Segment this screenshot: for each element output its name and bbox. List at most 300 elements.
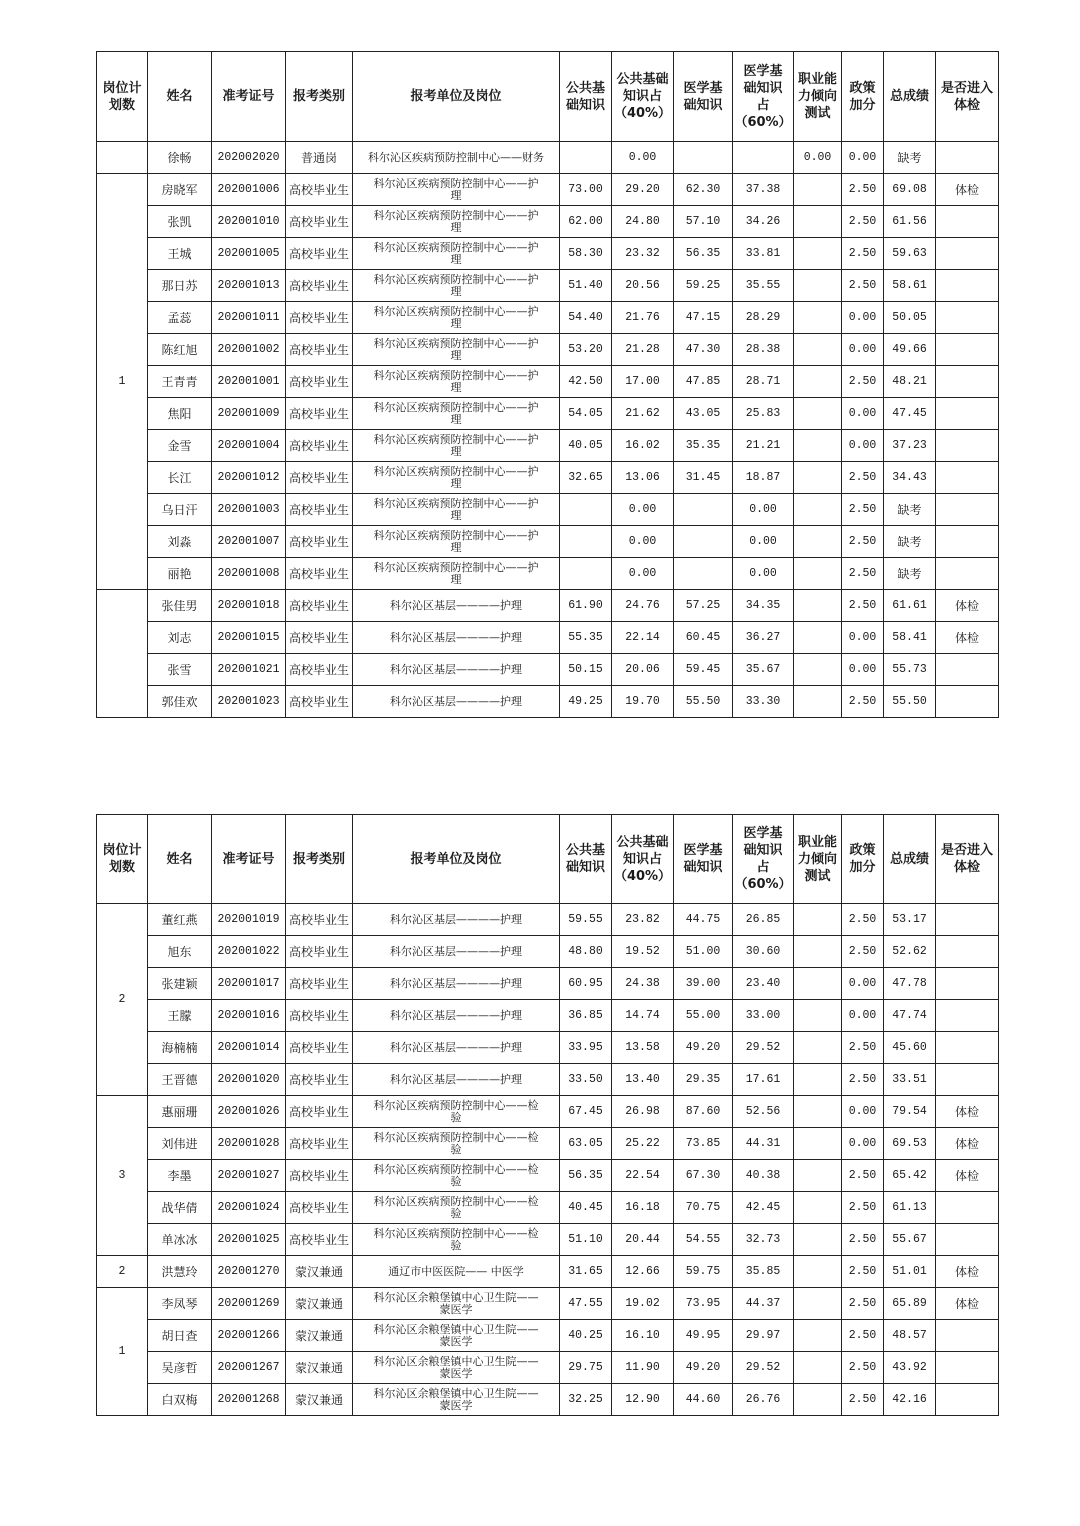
column-header: 报考单位及岗位: [353, 52, 560, 142]
career-aptitude-score: [794, 1256, 842, 1288]
medical-knowledge-60pct: 33.00: [733, 1000, 794, 1032]
public-knowledge-score: 67.45: [560, 1096, 612, 1128]
table-row: [97, 430, 999, 462]
column-header: 报考类别: [286, 52, 353, 142]
application-category: 蒙汉兼通: [286, 1320, 353, 1352]
total-score: 42.16: [884, 1384, 936, 1416]
unit-and-position: 科尔沁区余粮堡镇中心卫生院—— 蒙医学: [353, 1288, 560, 1320]
total-score: 69.08: [884, 174, 936, 206]
unit-and-position: 科尔沁区余粮堡镇中心卫生院—— 蒙医学: [353, 1320, 560, 1352]
table-row: [97, 1192, 999, 1224]
candidate-name: 李凤琴: [148, 1288, 212, 1320]
medical-knowledge-score: 49.95: [674, 1320, 733, 1352]
career-aptitude-score: 0.00: [794, 142, 842, 174]
exam-number: 202001267: [212, 1352, 286, 1384]
total-score: 69.53: [884, 1128, 936, 1160]
medical-knowledge-60pct: 0.00: [733, 558, 794, 590]
physical-exam-status: [936, 1320, 999, 1352]
medical-knowledge-60pct: 29.52: [733, 1352, 794, 1384]
unit-and-position: 科尔沁区疾病预防控制中心——护 理: [353, 206, 560, 238]
medical-knowledge-60pct: 35.67: [733, 654, 794, 686]
exam-number: 202001021: [212, 654, 286, 686]
medical-knowledge-60pct: 21.21: [733, 430, 794, 462]
public-knowledge-score: 53.20: [560, 334, 612, 366]
column-header: 医学基 础知识 占 （60%）: [733, 52, 794, 142]
plan-count-cell: 2: [97, 904, 148, 1096]
public-knowledge-40pct: 21.28: [612, 334, 674, 366]
physical-exam-status: 体检: [936, 1256, 999, 1288]
unit-and-position: 科尔沁区疾病预防控制中心——护 理: [353, 174, 560, 206]
career-aptitude-score: [794, 1096, 842, 1128]
application-category: 高校毕业生: [286, 686, 353, 718]
public-knowledge-40pct: 19.02: [612, 1288, 674, 1320]
table-row: [97, 462, 999, 494]
column-header: 准考证号: [212, 815, 286, 904]
policy-bonus: 2.50: [842, 174, 884, 206]
table-row: [97, 1160, 999, 1192]
unit-and-position: 科尔沁区余粮堡镇中心卫生院—— 蒙医学: [353, 1352, 560, 1384]
unit-and-position: 科尔沁区疾病预防控制中心——检 验: [353, 1128, 560, 1160]
physical-exam-status: [936, 686, 999, 718]
policy-bonus: 0.00: [842, 622, 884, 654]
public-knowledge-score: 55.35: [560, 622, 612, 654]
unit-and-position: 科尔沁区疾病预防控制中心——检 验: [353, 1160, 560, 1192]
score-table-1: [96, 51, 999, 718]
table-row: [97, 238, 999, 270]
candidate-name: 孟蕊: [148, 302, 212, 334]
public-knowledge-40pct: 20.44: [612, 1224, 674, 1256]
medical-knowledge-score: 62.30: [674, 174, 733, 206]
policy-bonus: 2.50: [842, 1320, 884, 1352]
physical-exam-status: [936, 302, 999, 334]
medical-knowledge-score: 59.75: [674, 1256, 733, 1288]
exam-number: 202001020: [212, 1064, 286, 1096]
medical-knowledge-60pct: 35.85: [733, 1256, 794, 1288]
table-row: [97, 302, 999, 334]
medical-knowledge-60pct: 36.27: [733, 622, 794, 654]
column-header: 岗位计 划数: [97, 815, 148, 904]
exam-number: 202002020: [212, 142, 286, 174]
career-aptitude-score: [794, 1160, 842, 1192]
public-knowledge-score: 63.05: [560, 1128, 612, 1160]
physical-exam-status: [936, 238, 999, 270]
career-aptitude-score: [794, 430, 842, 462]
application-category: 高校毕业生: [286, 174, 353, 206]
physical-exam-status: [936, 1064, 999, 1096]
table-row: [97, 398, 999, 430]
career-aptitude-score: [794, 590, 842, 622]
career-aptitude-score: [794, 968, 842, 1000]
policy-bonus: 0.00: [842, 398, 884, 430]
table-row: [97, 1384, 999, 1416]
public-knowledge-40pct: 24.76: [612, 590, 674, 622]
physical-exam-status: 体检: [936, 1128, 999, 1160]
medical-knowledge-60pct: [733, 142, 794, 174]
column-header: 公共基础 知识占 （40%）: [612, 815, 674, 904]
public-knowledge-40pct: 0.00: [612, 142, 674, 174]
policy-bonus: 2.50: [842, 462, 884, 494]
table-row: [97, 334, 999, 366]
exam-number: 202001270: [212, 1256, 286, 1288]
total-score: 45.60: [884, 1032, 936, 1064]
table-row: [97, 1064, 999, 1096]
physical-exam-status: [936, 1192, 999, 1224]
medical-knowledge-score: 59.45: [674, 654, 733, 686]
career-aptitude-score: [794, 1352, 842, 1384]
medical-knowledge-score: 87.60: [674, 1096, 733, 1128]
medical-knowledge-score: 35.35: [674, 430, 733, 462]
career-aptitude-score: [794, 206, 842, 238]
unit-and-position: 科尔沁区基层————护理: [353, 1032, 560, 1064]
career-aptitude-score: [794, 334, 842, 366]
table-row: [97, 1224, 999, 1256]
public-knowledge-40pct: 22.14: [612, 622, 674, 654]
exam-number: 202001024: [212, 1192, 286, 1224]
score-table-2: [96, 814, 999, 1416]
column-header: 报考类别: [286, 815, 353, 904]
public-knowledge-score: [560, 526, 612, 558]
medical-knowledge-score: 60.45: [674, 622, 733, 654]
column-header: 医学基 础知识: [674, 52, 733, 142]
public-knowledge-40pct: 24.80: [612, 206, 674, 238]
career-aptitude-score: [794, 270, 842, 302]
total-score: 缺考: [884, 526, 936, 558]
column-header: 姓名: [148, 815, 212, 904]
exam-number: 202001004: [212, 430, 286, 462]
header-row: [97, 815, 999, 904]
candidate-name: 董红燕: [148, 904, 212, 936]
career-aptitude-score: [794, 366, 842, 398]
candidate-name: 长江: [148, 462, 212, 494]
career-aptitude-score: [794, 398, 842, 430]
career-aptitude-score: [794, 1064, 842, 1096]
public-knowledge-40pct: 23.82: [612, 904, 674, 936]
physical-exam-status: [936, 968, 999, 1000]
medical-knowledge-60pct: 32.73: [733, 1224, 794, 1256]
application-category: 高校毕业生: [286, 398, 353, 430]
career-aptitude-score: [794, 1032, 842, 1064]
total-score: 58.41: [884, 622, 936, 654]
medical-knowledge-60pct: 25.83: [733, 398, 794, 430]
policy-bonus: 2.50: [842, 238, 884, 270]
candidate-name: 刘淼: [148, 526, 212, 558]
exam-number: 202001269: [212, 1288, 286, 1320]
exam-number: 202001025: [212, 1224, 286, 1256]
total-score: 55.67: [884, 1224, 936, 1256]
table-row: [97, 494, 999, 526]
column-header: 政策 加分: [842, 52, 884, 142]
application-category: 高校毕业生: [286, 1128, 353, 1160]
candidate-name: 刘伟进: [148, 1128, 212, 1160]
application-category: 高校毕业生: [286, 1032, 353, 1064]
policy-bonus: 2.50: [842, 366, 884, 398]
public-knowledge-40pct: 21.62: [612, 398, 674, 430]
medical-knowledge-score: 49.20: [674, 1032, 733, 1064]
exam-number: 202001002: [212, 334, 286, 366]
public-knowledge-40pct: 11.90: [612, 1352, 674, 1384]
column-header: 公共基 础知识: [560, 815, 612, 904]
physical-exam-status: [936, 270, 999, 302]
total-score: 缺考: [884, 494, 936, 526]
medical-knowledge-score: 47.15: [674, 302, 733, 334]
policy-bonus: 2.50: [842, 1352, 884, 1384]
candidate-name: 胡日查: [148, 1320, 212, 1352]
medical-knowledge-score: 73.95: [674, 1288, 733, 1320]
total-score: 47.45: [884, 398, 936, 430]
application-category: 高校毕业生: [286, 334, 353, 366]
career-aptitude-score: [794, 1384, 842, 1416]
medical-knowledge-score: 55.50: [674, 686, 733, 718]
application-category: 高校毕业生: [286, 558, 353, 590]
policy-bonus: 0.00: [842, 430, 884, 462]
candidate-name: 海楠楠: [148, 1032, 212, 1064]
column-header: 医学基 础知识 占 （60%）: [733, 815, 794, 904]
public-knowledge-score: 31.65: [560, 1256, 612, 1288]
career-aptitude-score: [794, 1000, 842, 1032]
total-score: 59.63: [884, 238, 936, 270]
plan-count-cell: [97, 142, 148, 174]
candidate-name: 张雪: [148, 654, 212, 686]
column-header: 公共基础 知识占 （40%）: [612, 52, 674, 142]
career-aptitude-score: [794, 558, 842, 590]
public-knowledge-40pct: 19.52: [612, 936, 674, 968]
unit-and-position: 科尔沁区基层————护理: [353, 590, 560, 622]
candidate-name: 郭佳欢: [148, 686, 212, 718]
physical-exam-status: [936, 366, 999, 398]
public-knowledge-score: 40.45: [560, 1192, 612, 1224]
public-knowledge-40pct: 14.74: [612, 1000, 674, 1032]
medical-knowledge-60pct: 26.76: [733, 1384, 794, 1416]
unit-and-position: 科尔沁区基层————护理: [353, 1000, 560, 1032]
career-aptitude-score: [794, 302, 842, 334]
total-score: 37.23: [884, 430, 936, 462]
medical-knowledge-score: 43.05: [674, 398, 733, 430]
table-row: [97, 270, 999, 302]
public-knowledge-40pct: 25.22: [612, 1128, 674, 1160]
medical-knowledge-60pct: 33.81: [733, 238, 794, 270]
physical-exam-status: [936, 936, 999, 968]
total-score: 55.73: [884, 654, 936, 686]
medical-knowledge-score: 39.00: [674, 968, 733, 1000]
public-knowledge-score: 47.55: [560, 1288, 612, 1320]
public-knowledge-score: 50.15: [560, 654, 612, 686]
public-knowledge-score: 49.25: [560, 686, 612, 718]
medical-knowledge-60pct: 44.31: [733, 1128, 794, 1160]
column-header: 职业能 力倾向 测试: [794, 815, 842, 904]
public-knowledge-score: 40.25: [560, 1320, 612, 1352]
candidate-name: 王晋德: [148, 1064, 212, 1096]
exam-number: 202001010: [212, 206, 286, 238]
public-knowledge-score: 54.40: [560, 302, 612, 334]
candidate-name: 乌日汗: [148, 494, 212, 526]
candidate-name: 吴彦哲: [148, 1352, 212, 1384]
candidate-name: 陈红旭: [148, 334, 212, 366]
public-knowledge-40pct: 16.02: [612, 430, 674, 462]
public-knowledge-score: 48.80: [560, 936, 612, 968]
candidate-name: 战华倩: [148, 1192, 212, 1224]
physical-exam-status: [936, 494, 999, 526]
unit-and-position: 科尔沁区疾病预防控制中心——检 验: [353, 1096, 560, 1128]
header-row: [97, 52, 999, 142]
column-header: 总成绩: [884, 52, 936, 142]
public-knowledge-40pct: 22.54: [612, 1160, 674, 1192]
unit-and-position: 科尔沁区疾病预防控制中心——护 理: [353, 558, 560, 590]
column-header: 医学基 础知识: [674, 815, 733, 904]
physical-exam-status: 体检: [936, 590, 999, 622]
total-score: 49.66: [884, 334, 936, 366]
candidate-name: 洪慧玲: [148, 1256, 212, 1288]
unit-and-position: 科尔沁区基层————护理: [353, 968, 560, 1000]
table-row: [97, 1288, 999, 1320]
policy-bonus: 2.50: [842, 526, 884, 558]
medical-knowledge-score: [674, 558, 733, 590]
exam-number: 202001012: [212, 462, 286, 494]
physical-exam-status: [936, 430, 999, 462]
unit-and-position: 科尔沁区疾病预防控制中心——检 验: [353, 1192, 560, 1224]
application-category: 蒙汉兼通: [286, 1352, 353, 1384]
public-knowledge-score: 33.50: [560, 1064, 612, 1096]
candidate-name: 张建颖: [148, 968, 212, 1000]
medical-knowledge-score: 29.35: [674, 1064, 733, 1096]
table-row: [97, 1256, 999, 1288]
physical-exam-status: [936, 142, 999, 174]
career-aptitude-score: [794, 462, 842, 494]
table-row: [97, 1320, 999, 1352]
plan-count-cell: 1: [97, 1288, 148, 1416]
unit-and-position: 科尔沁区基层————护理: [353, 936, 560, 968]
column-header: 是否进入 体检: [936, 52, 999, 142]
unit-and-position: 科尔沁区疾病预防控制中心——护 理: [353, 366, 560, 398]
physical-exam-status: 体检: [936, 174, 999, 206]
column-header: 公共基 础知识: [560, 52, 612, 142]
candidate-name: 旭东: [148, 936, 212, 968]
total-score: 缺考: [884, 558, 936, 590]
career-aptitude-score: [794, 686, 842, 718]
public-knowledge-score: 61.90: [560, 590, 612, 622]
public-knowledge-score: 51.10: [560, 1224, 612, 1256]
medical-knowledge-score: 44.60: [674, 1384, 733, 1416]
application-category: 高校毕业生: [286, 1224, 353, 1256]
exam-number: 202001005: [212, 238, 286, 270]
physical-exam-status: [936, 398, 999, 430]
table-row: [97, 526, 999, 558]
candidate-name: 王青青: [148, 366, 212, 398]
total-score: 79.54: [884, 1096, 936, 1128]
application-category: 高校毕业生: [286, 1160, 353, 1192]
unit-and-position: 科尔沁区疾病预防控制中心——护 理: [353, 526, 560, 558]
career-aptitude-score: [794, 1128, 842, 1160]
medical-knowledge-60pct: 28.71: [733, 366, 794, 398]
total-score: 48.21: [884, 366, 936, 398]
medical-knowledge-60pct: 37.38: [733, 174, 794, 206]
unit-and-position: 科尔沁区疾病预防控制中心——护 理: [353, 430, 560, 462]
plan-count-cell: 2: [97, 1256, 148, 1288]
exam-number: 202001268: [212, 1384, 286, 1416]
total-score: 43.92: [884, 1352, 936, 1384]
public-knowledge-40pct: 20.56: [612, 270, 674, 302]
total-score: 34.43: [884, 462, 936, 494]
total-score: 51.01: [884, 1256, 936, 1288]
candidate-name: 单冰冰: [148, 1224, 212, 1256]
application-category: 高校毕业生: [286, 590, 353, 622]
exam-number: 202001006: [212, 174, 286, 206]
public-knowledge-score: [560, 494, 612, 526]
public-knowledge-score: 42.50: [560, 366, 612, 398]
policy-bonus: 0.00: [842, 334, 884, 366]
medical-knowledge-60pct: 40.38: [733, 1160, 794, 1192]
column-header: 岗位计 划数: [97, 52, 148, 142]
unit-and-position: 科尔沁区余粮堡镇中心卫生院—— 蒙医学: [353, 1384, 560, 1416]
total-score: 65.42: [884, 1160, 936, 1192]
table-row: [97, 622, 999, 654]
exam-number: 202001028: [212, 1128, 286, 1160]
medical-knowledge-score: [674, 142, 733, 174]
exam-number: 202001019: [212, 904, 286, 936]
medical-knowledge-60pct: 0.00: [733, 494, 794, 526]
candidate-name: 徐畅: [148, 142, 212, 174]
medical-knowledge-score: 47.85: [674, 366, 733, 398]
medical-knowledge-60pct: 29.52: [733, 1032, 794, 1064]
career-aptitude-score: [794, 1192, 842, 1224]
exam-number: 202001027: [212, 1160, 286, 1192]
application-category: 高校毕业生: [286, 968, 353, 1000]
total-score: 61.61: [884, 590, 936, 622]
public-knowledge-score: 62.00: [560, 206, 612, 238]
plan-count-cell: 1: [97, 174, 148, 590]
table-row: [97, 936, 999, 968]
application-category: 高校毕业生: [286, 1000, 353, 1032]
policy-bonus: 0.00: [842, 142, 884, 174]
total-score: 61.13: [884, 1192, 936, 1224]
public-knowledge-score: 33.95: [560, 1032, 612, 1064]
public-knowledge-40pct: 0.00: [612, 558, 674, 590]
plan-count-cell: 3: [97, 1096, 148, 1256]
candidate-name: 丽艳: [148, 558, 212, 590]
medical-knowledge-60pct: 30.60: [733, 936, 794, 968]
medical-knowledge-60pct: 28.29: [733, 302, 794, 334]
total-score: 47.78: [884, 968, 936, 1000]
career-aptitude-score: [794, 494, 842, 526]
total-score: 58.61: [884, 270, 936, 302]
public-knowledge-40pct: 24.38: [612, 968, 674, 1000]
exam-number: 202001013: [212, 270, 286, 302]
table-row: [97, 174, 999, 206]
unit-and-position: 科尔沁区基层————护理: [353, 654, 560, 686]
unit-and-position: 科尔沁区疾病预防控制中心——护 理: [353, 238, 560, 270]
unit-and-position: 科尔沁区疾病预防控制中心——财务: [353, 142, 560, 174]
table-row: [97, 558, 999, 590]
physical-exam-status: [936, 526, 999, 558]
unit-and-position: 科尔沁区疾病预防控制中心——护 理: [353, 334, 560, 366]
policy-bonus: 2.50: [842, 686, 884, 718]
public-knowledge-40pct: 17.00: [612, 366, 674, 398]
physical-exam-status: 体检: [936, 1160, 999, 1192]
exam-number: 202001015: [212, 622, 286, 654]
public-knowledge-score: 60.95: [560, 968, 612, 1000]
public-knowledge-40pct: 13.40: [612, 1064, 674, 1096]
table-row: [97, 968, 999, 1000]
public-knowledge-score: 40.05: [560, 430, 612, 462]
column-header: 总成绩: [884, 815, 936, 904]
physical-exam-status: [936, 654, 999, 686]
candidate-name: 白双梅: [148, 1384, 212, 1416]
medical-knowledge-score: 44.75: [674, 904, 733, 936]
table-row: [97, 1032, 999, 1064]
column-header: 政策 加分: [842, 815, 884, 904]
medical-knowledge-60pct: 35.55: [733, 270, 794, 302]
physical-exam-status: [936, 1352, 999, 1384]
application-category: 高校毕业生: [286, 462, 353, 494]
